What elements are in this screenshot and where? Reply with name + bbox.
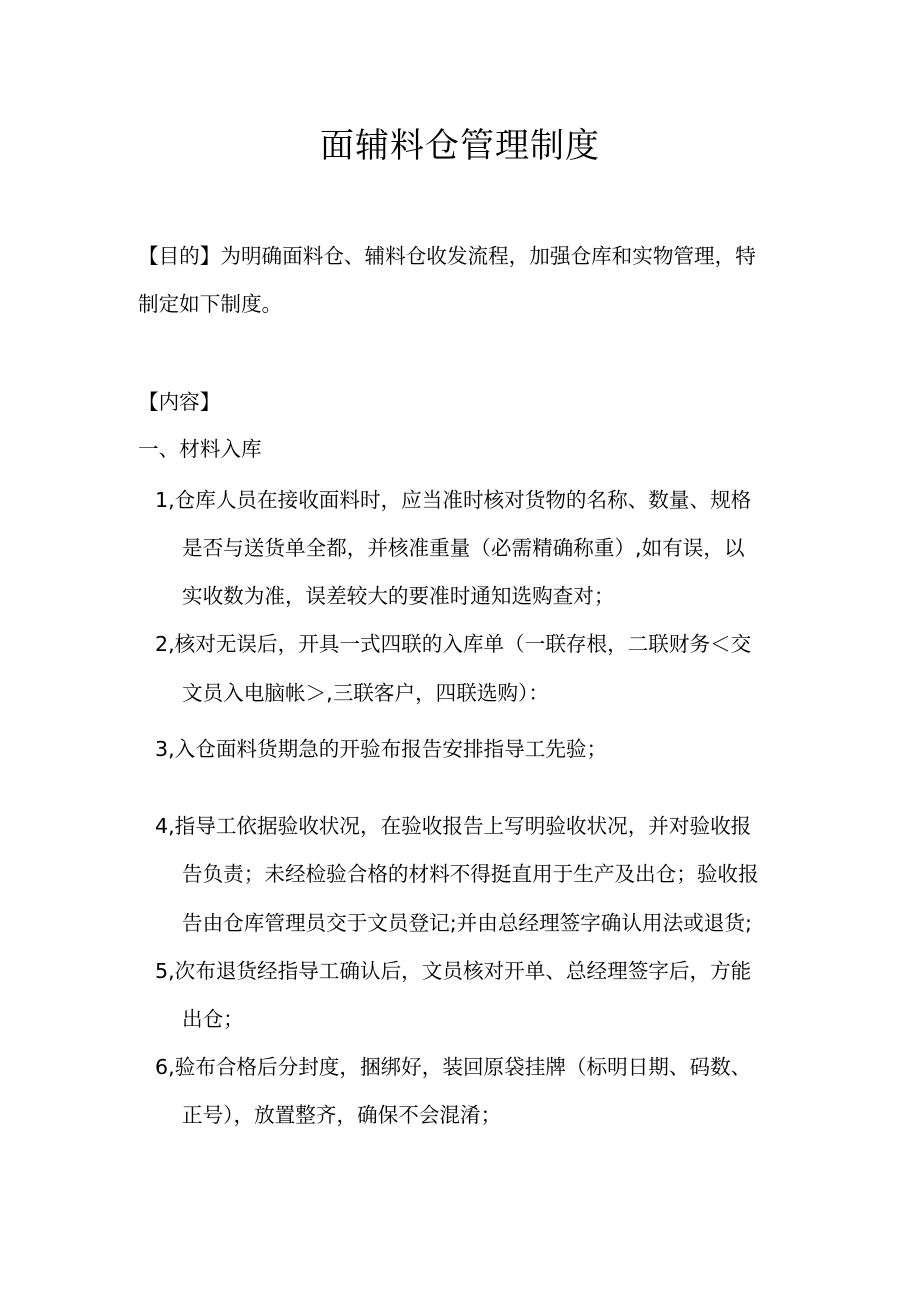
page-title: 面辅料仓管理制度 — [320, 126, 600, 166]
item-4-line-3: 告由仓库管理员交于文员登记;并由总经理签字确认用法或退货; — [182, 911, 752, 935]
item-4-line-1: 4,指导工依据验收状况，在验收报告上写明验收状况，并对验收报 — [155, 814, 752, 838]
item-6-line-1: 6,验布合格后分封度，捆绑好，装回原袋挂牌（标明日期、码数、 — [155, 1055, 752, 1079]
item-6-line-2: 正号），放置整齐，确保不会混淆； — [182, 1103, 502, 1127]
purpose-line-1: 【目的】为明确面料仓、辅料仓收发流程，加强仓库和实物管理，特 — [138, 244, 756, 268]
content-heading: 【内容】 — [138, 390, 221, 414]
item-5-line-1: 5,次布退货经指导工确认后，文员核对开单、总经理签字后，方能 — [155, 959, 752, 983]
item-1-line-3: 实收数为准，误差较大的要准时通知选购查对； — [182, 584, 615, 608]
item-4-line-2: 告负责；未经检验合格的材料不得挺直用于生产及出仓；验收报 — [182, 862, 759, 886]
item-2-line-1: 2,核对无误后，开具一式四联的入库单（一联存根，二联财务＜交 — [155, 632, 752, 656]
section-heading-material-inbound: 一、材料入库 — [138, 437, 262, 461]
item-1-line-1: 1,仓库人员在接收面料时，应当准时核对货物的名称、数量、规格 — [155, 488, 752, 512]
item-1-line-2: 是否与送货单全都，并核准重量（必需精确称重）,如有误，以 — [182, 536, 745, 560]
item-5-line-2: 出仓； — [182, 1007, 244, 1031]
item-2-line-2: 文员入电脑帐＞,三联客户，四联选购）： — [182, 681, 549, 705]
item-3-line-1: 3,入仓面料货期急的开验布报告安排指导工先验； — [155, 737, 608, 761]
purpose-line-2: 制定如下制度。 — [138, 292, 283, 316]
